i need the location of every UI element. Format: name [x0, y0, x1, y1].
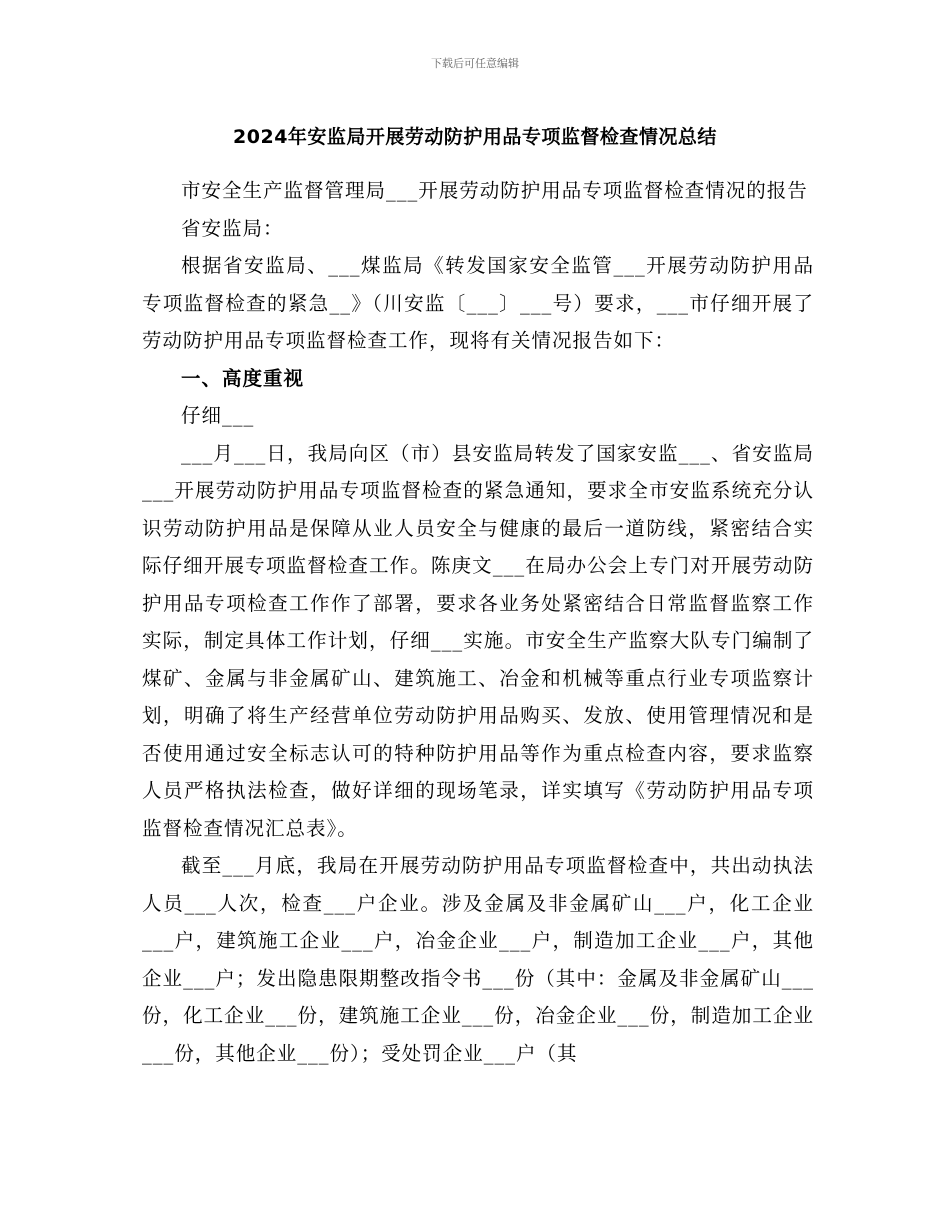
page-header-note: 下载后可任意编辑 [431, 57, 519, 70]
document-body [142, 172, 814, 1072]
body-paragraph: ___月___日，我局向区（市）县安监局转发了国家安监___、省安监局___开展劳动防护用品专项监督检查的紧急通知，要求全市安监系统充分认识劳动防护用品是保障从业人员安全与健康的最后一道防线，紧密结合实际仔细开展专项监督检查工作。陈庚文___在局办公会上专门对开展劳动防护用品专项检查工作作了部署，要求各业务处紧密结合日常监督监察工作实际，制定具体工作计划，仔细___实施。市安全生产监察大队专门编制了煤矿、金属与非金属矿山、建筑施工、冶金和机械等重点行业专项监察计划，明确了将生产经营单位劳动防护用品购买、发放、使用管理情况和是否使用通过安全标志认可的特种防护用品等作为重点检查内容，要求监察人员严格执法检查，做好详细的现场笔录，详实填写《劳动防护用品专项监督检查情况汇总表》。 [142, 441, 814, 840]
section-heading: 一、高度重视 [181, 366, 305, 390]
subheading-line: 仔细___ [181, 404, 255, 427]
document-title: 2024年安监局开展劳动防护用品专项监督检查情况总结 [233, 126, 717, 148]
intro-paragraph: 根据省安监局、___煤监局《转发国家安全监管___开展劳动防护用品专项监督检查的紧急__》（川安监〔___〕___号）要求，___市仔细开展了劳动防护用品专项监督检查工作，现将有关情况报告如下： [142, 254, 814, 352]
report-heading-line: 市安全生产监督管理局___开展劳动防护用品专项监督检查情况的报告 [181, 179, 808, 202]
salutation: 省安监局： [181, 216, 284, 240]
body-paragraph: 截至___月底，我局在开展劳动防护用品专项监督检查中，共出动执法人员___人次，检查___户企业。涉及金属及非金属矿山___户，化工企业___户，建筑施工企业___户，冶金企业___户，制造加工企业___户，其他企业___户；发出隐患限期整改指令书___份（其中：金属及非金属矿山___份，化工企业___份，建筑施工企业___份，冶金企业___份，制造加工企业___份，其他企业___份）；受处罚企业___户（其 [142, 854, 814, 1065]
